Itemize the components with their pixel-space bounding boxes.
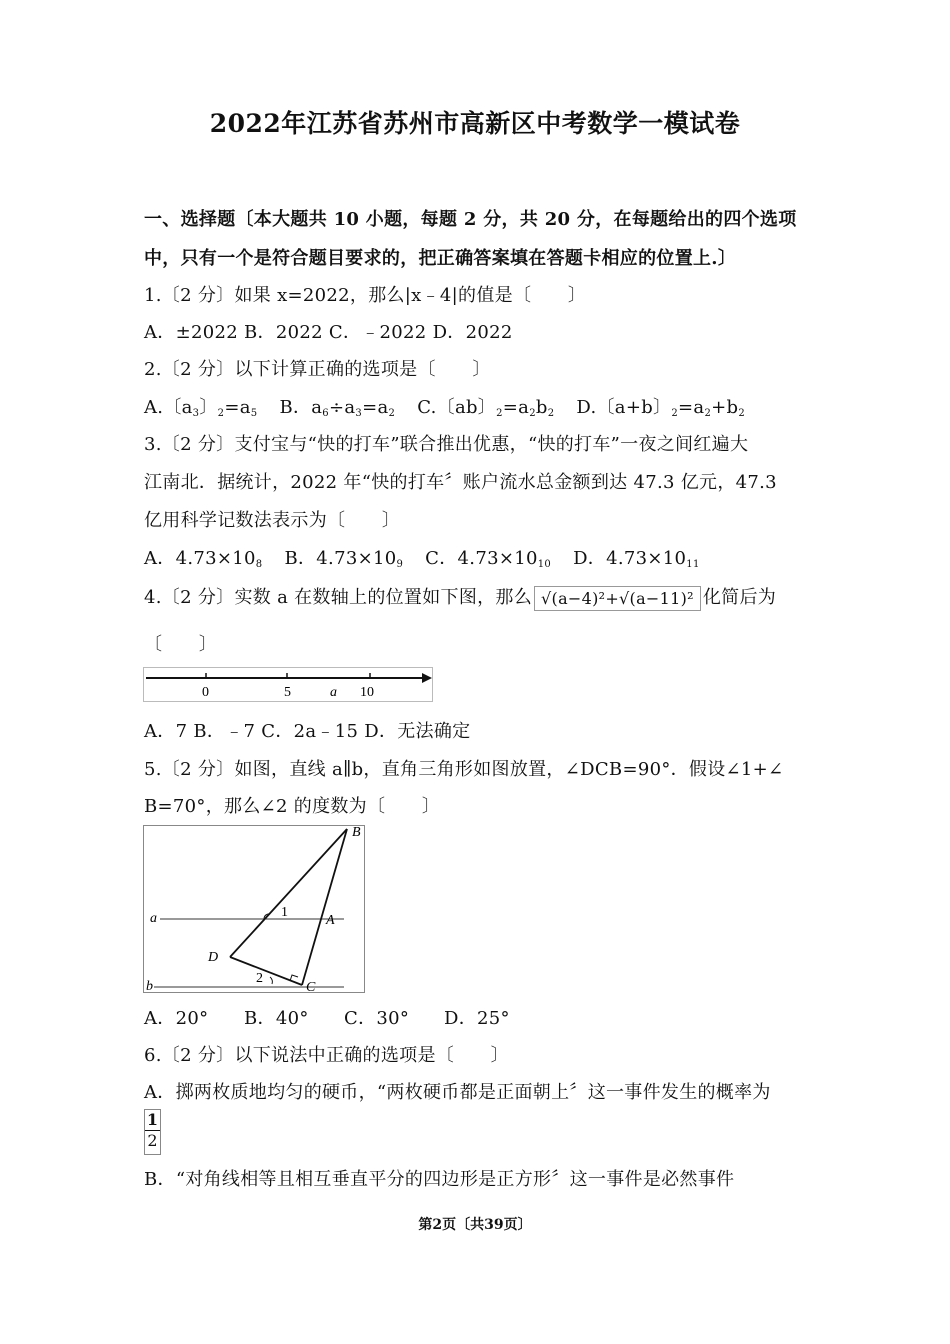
section-heading-line2: 中，只有一个是符合题目要求的，把正确答案填在答题卡相应的位置上.〕 xyxy=(144,248,737,269)
fig-label-2: 2 xyxy=(256,971,263,986)
q5-option-d: D．25° xyxy=(444,1008,510,1029)
fig-label-B: B xyxy=(352,826,361,840)
fig-label-b: b xyxy=(146,979,153,992)
q4-radical-expression: √(a−4)²+√(a−11)² xyxy=(534,586,701,611)
q4-options: A．7 B．﹣7 C．2a﹣15 D．无法确定 xyxy=(144,721,471,742)
q6-option-b: B．“对角线相等且相互垂直平分的四边形是正方形〞这一事件是必然事件 xyxy=(144,1169,735,1190)
fraction-denominator: 2 xyxy=(147,1131,158,1150)
fig-label-A: A xyxy=(326,913,335,928)
numline-label-0: 0 xyxy=(202,685,209,700)
q3-options xyxy=(144,544,716,570)
triangle-svg xyxy=(144,826,364,992)
q3-line1: 3.〔2 分〕支付宝与“快的打车”联合推出优惠，“快的打车”一夜之间红遍大 xyxy=(144,434,749,455)
q5-option-a: A．20° xyxy=(144,1008,209,1029)
q5-line1: 5.〔2 分〕如图，直线 a∥b，直角三角形如图放置，∠DCB=90°．假设∠1+∠ xyxy=(144,759,784,780)
q5-option-b: B．40° xyxy=(244,1008,309,1029)
fig-label-C: C xyxy=(306,980,316,992)
q3-line3: 亿用科学记数法表示为〔 〕 xyxy=(144,510,401,531)
q5-options xyxy=(144,1004,544,1030)
q5-line2: B=70°，那么∠2 的度数为〔 〕 xyxy=(144,796,441,817)
number-line-svg xyxy=(144,668,432,701)
fig-label-D: D xyxy=(208,950,219,965)
q6-option-a: A．掷两枚质地均匀的硬币，“两枚硬币都是正面朝上〞这一事件发生的概率为 xyxy=(144,1082,771,1103)
page-footer: 第2页〔共39页〕 xyxy=(418,1217,532,1233)
exam-title: 2022年江苏省苏州市高新区中考数学一模试卷 xyxy=(209,109,741,138)
q3-option-a: A．$4.73\times 10_8$ xyxy=(144,548,263,570)
q1-stem: 1.〔2 分〕如果 x=2022，那么|x﹣4|的值是〔 〕 xyxy=(144,285,587,306)
numline-label-a: a xyxy=(330,685,337,700)
fraction-numerator: 1 xyxy=(146,1110,159,1129)
q3-option-c: C．$4.73\times 10_{10}$ xyxy=(425,548,552,570)
q3-option-b: B．$4.73\times 10_9$ xyxy=(284,548,404,570)
numline-label-10: 10 xyxy=(360,685,374,700)
fraction-one-half xyxy=(144,1109,161,1155)
q4-stem: 4.〔2 分〕实数 a 在数轴上的位置如下图，那么 √(a−4)²+√(a−11)² 化简后为 xyxy=(144,583,776,611)
q3-option-d: D．$4.73\times 10_{11}$ xyxy=(573,548,700,570)
triangle-figure xyxy=(143,825,365,993)
fig-label-a: a xyxy=(150,911,157,926)
q2-options xyxy=(144,393,761,419)
numline-label-5: 5 xyxy=(284,685,291,700)
fig-label-1: 1 xyxy=(281,905,288,920)
q5-option-c: C．30° xyxy=(344,1008,410,1029)
q2-stem: 2.〔2 分〕以下计算正确的选项是〔 〕 xyxy=(144,359,491,380)
q2-option-c: C.〔ab〕$_2=a_2b_2$ xyxy=(417,397,555,419)
q6-stem: 6.〔2 分〕以下说法中正确的选项是〔 〕 xyxy=(144,1045,509,1066)
q4-bracket: 〔 〕 xyxy=(144,634,218,655)
q2-option-b: B．$a_6\div a_3=a_2$ xyxy=(279,397,396,419)
q2-option-d: D.〔a+b〕$_2=a_2+b_2$ xyxy=(576,397,745,419)
number-line-figure xyxy=(143,667,433,702)
section-heading-line1: 一、选择题〔本大题共 10 小题，每题 2 分，共 20 分，在每题给出的四个选项 xyxy=(144,209,797,230)
q2-option-a: A.〔$a_3$〕$_2=a_5$ xyxy=(144,397,258,419)
q1-options: A．±2022 B．2022 C．﹣2022 D．2022 xyxy=(144,322,513,343)
q3-line2: 江南北．据统计，2022 年“快的打车〞账户流水总金额到达 47.3 亿元，47.3 xyxy=(144,472,777,493)
